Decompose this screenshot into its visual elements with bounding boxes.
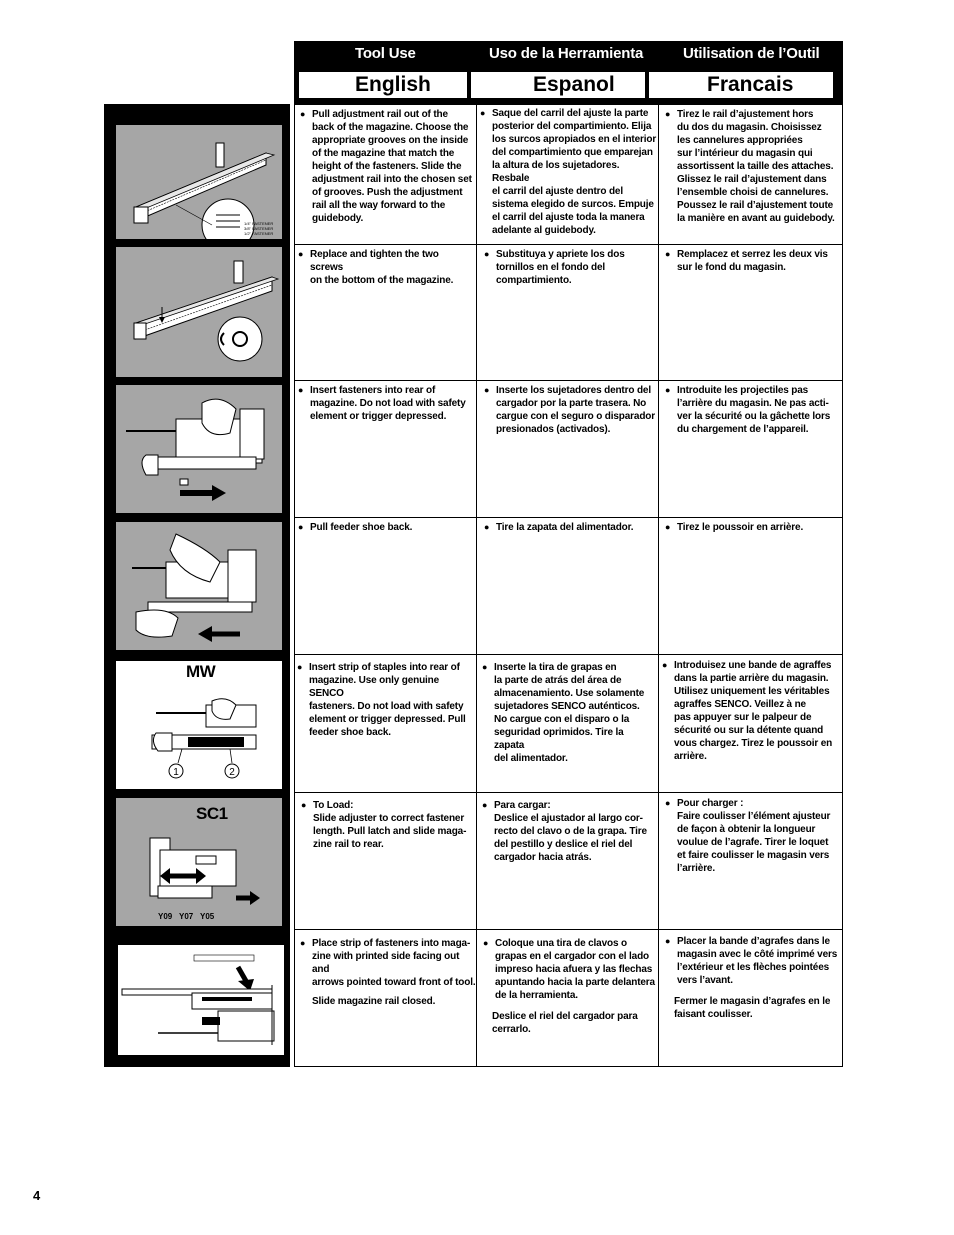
row7-spanish: ● Coloque una tira de clavos o grapas en el cargador con el lado impreso hacia afuera y las flechas apuntando hacia la parte delantera de la herramienta. Deslice el riel del cargador para cerrarlo. — [483, 937, 657, 1036]
panel-place-strip — [118, 945, 284, 1055]
row3-french: ● Introduite les projectiles pas l’arrière du magasin. Ne pas acti- ver la sécurité ou la gâchette lors du chargement de l’appareil. — [665, 384, 841, 436]
header-francais: Francais — [649, 72, 833, 98]
model-label-mw: MW — [186, 662, 216, 681]
language-header — [294, 41, 843, 105]
row-divider — [294, 654, 843, 655]
model-label-sc2: SC2 — [188, 108, 220, 127]
row1-english: ● Pull adjustment rail out of the back of the magazine. Choose the appropriate grooves on the inside of the magazine that match the height of the fasteners. Slide the adjustment rail into the chosen set of grooves. Push the adjustment rail all the way forward to the guidebody. — [300, 108, 474, 225]
row-divider — [294, 517, 843, 518]
row1-spanish: ● Saque del carril del ajuste la parte posterior del compartimiento. Elija los surcos apropiados en el interior del compartimiento que emparejan la altura de los sujetadores. Resbale el carril del ajuste dentro del sistema elegido de surcos. Empuje el carril del ajuste toda la manera adelante al guidebody. — [480, 107, 658, 237]
row-divider — [294, 929, 843, 930]
header-espanol: Espanol — [471, 72, 645, 98]
size-y05: Y05 — [200, 912, 215, 921]
row2-english: ● Replace and tighten the two screws on the bottom of the magazine. — [298, 248, 474, 287]
row-divider — [294, 380, 843, 381]
row4-spanish: ● Tire la zapata del alimentador. — [484, 521, 656, 534]
callout-2: 2 — [229, 767, 235, 778]
col-divider — [658, 104, 659, 1067]
panel-insert-fasteners — [116, 385, 282, 513]
instruction-table — [294, 104, 843, 1067]
row1-french: ● Tirez le rail d’ajustement hors du dos du magasin. Choisissez les cannelures appropriées sur l’intérieur du magasin qui assortissent la taille des attaches. Glissez le rail d’ajustement dans l’ensemble choisi de cannelures. Poussez le rail d’ajustement toute la manière en avant au guidebody. — [665, 108, 841, 225]
row6-english: ● To Load: Slide adjuster to correct fastener length. Pull latch and slide maga- zine rail to rear. — [301, 799, 475, 851]
row7-english: ● Place strip of fasteners into maga- zine with printed side facing out and arrows pointed toward front of tool. Slide magazine rail closed. — [300, 937, 476, 1008]
row-divider — [294, 792, 843, 793]
row2-french: ● Remplacez et serrez les deux vis sur le fond du magasin. — [665, 248, 841, 274]
fastener-label-3: 1/2" FASTENER — [244, 231, 274, 236]
fastener-label-1: 1/4" FASTENER — [244, 221, 274, 226]
row5-english: ● Insert strip of staples into rear of magazine. Use only genuine SENCO fasteners. Do not load with safety element or trigger depressed. Pull feeder shoe back. — [297, 661, 475, 739]
header-uso: Uso de la Herramienta — [489, 45, 644, 62]
panel-feeder-shoe — [116, 522, 282, 650]
row2-spanish: ● Substituya y apriete los dos tornillos en el fondo del compartimiento. — [484, 248, 656, 287]
row6-french: ● Pour charger : Faire coulisser l’élément ajusteur de façon à obtenir la longueur voulue de l’agrafe. Tirer le loquet et faire coulisser le magasin vers l’arrière. — [665, 797, 841, 875]
header-utilisation: Utilisation de l’Outil — [683, 45, 820, 62]
illustration-column — [104, 104, 290, 1067]
header-english: English — [299, 72, 467, 98]
header-tool-use: Tool Use — [355, 45, 416, 62]
size-y09: Y09 — [158, 912, 173, 921]
page-number: 4 — [33, 1188, 41, 1203]
row4-french: ● Tirez le poussoir en arrière. — [665, 521, 841, 534]
col-divider — [476, 104, 477, 1067]
row-divider — [294, 1066, 843, 1067]
fastener-label-2: 3/8" FASTENER — [244, 226, 274, 231]
row3-english: ● Insert fasteners into rear of magazine. Do not load with safety element or trigger depressed. — [298, 384, 474, 423]
row3-spanish: ● Inserte los sujetadores dentro del cargador por la parte trasera. No cargue con el seguro o disparador presionados (activados). — [484, 384, 656, 436]
panel-sc2-rail — [116, 125, 282, 239]
row-divider — [294, 244, 843, 245]
col-divider — [294, 104, 295, 1067]
col-divider — [842, 104, 843, 1067]
model-label-sc1: SC1 — [196, 804, 228, 823]
row4-english: ● Pull feeder shoe back. — [298, 521, 474, 534]
callout-1: 1 — [173, 767, 179, 778]
row5-french: ● Introduisez une bande de agraffes dans la partie arrière du magasin. Utilisez uniquement les véritables agraffes SENCO. Veillez à ne pas appuyer sur le palpeur de sécurité ou sur la détente quand vous chargez. Tirez le poussoir en arrière. — [662, 659, 840, 763]
size-y07: Y07 — [179, 912, 194, 921]
row6-spanish: ● Para cargar: Deslice el ajustador al largo cor- recto del clavo o de la grapa. Tire del pestillo y deslice el riel del cargador hacia atrás. — [482, 799, 656, 864]
panel-screws — [116, 247, 282, 377]
row7-french: ● Placer la bande d’agrafes dans le magasin avec le côté imprimé vers l’extérieur et les flèches pointées vers l’avant. Fermer le magasin d’agrafes en le faisant coulisser. — [665, 935, 841, 1021]
row5-spanish: ● Inserte la tira de grapas en la parte de atrás del área de almacenamiento. Use solamente sujetadores SENCO auténticos. No cargue con el disparo o la seguridad oprimidos. Tire la zapata del alimentador. — [482, 661, 656, 765]
